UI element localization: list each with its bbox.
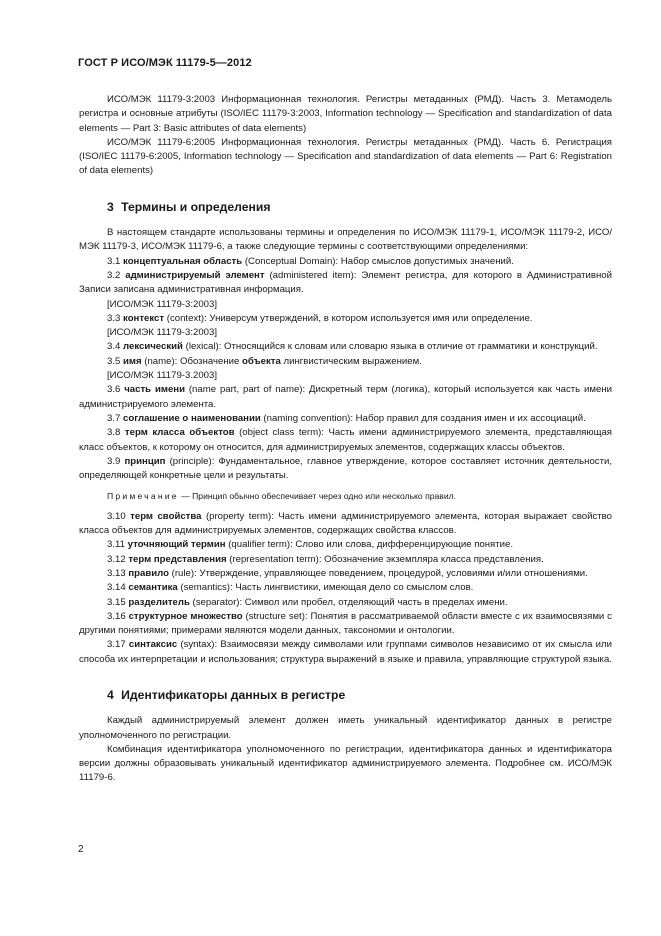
term-name: контекст — [123, 312, 165, 324]
term-definition — [79, 355, 612, 369]
term-number: 3.16 — [107, 610, 126, 622]
term-name: синтаксис — [128, 639, 178, 651]
term-text: (object class term): Часть имени администрируемого элемента, представляющая класс объектов, к которому он относится, для администрируемых элементов, содержащих классы объектов. — [79, 427, 612, 453]
term-text: (qualifier term): Слово или слова, дифференцирующие понятие. — [225, 539, 513, 551]
term-number: 3.5 — [107, 355, 121, 367]
term-reference: [ИСО/МЭК 11179-3:2003] — [107, 327, 218, 339]
section-title: Идентификаторы данных в регистре — [121, 687, 346, 702]
running-header: ГОСТ Р ИСО/МЭК 11179-5—2012 — [78, 57, 252, 69]
term-name: лексический — [123, 341, 183, 353]
normative-ref: ИСО/МЭК 11179-6:2005 Информационная технология. Регистры метаданных (РМД). Часть 6. Регистрация (ISO/IEC 11179-6:2005, Information technology — Specification and standardization of data elements — Part 6: Registration of data elements) — [79, 136, 612, 177]
term-text: (naming convention): Набор правил для создания имен и их ассоциаций. — [260, 412, 586, 424]
term-text: (administered item): Элемент регистра, для которого в Административной Записи записана административная информация. — [79, 269, 612, 296]
term-name: имя — [123, 355, 142, 367]
term-text: (name part, part of name): Дискретный терм (логика), который используется как часть имени администрируемого элемента. — [79, 384, 613, 410]
page-number: 2 — [78, 844, 84, 855]
term-definition — [79, 269, 612, 298]
section-3-heading — [107, 200, 612, 214]
term-name: часть имени — [124, 384, 185, 396]
term-number: 3.3 — [107, 312, 121, 324]
term-name: семантика — [128, 582, 178, 594]
term-name: структурное множество — [128, 610, 243, 622]
term-number: 3.4 — [107, 341, 121, 353]
note-text: — Принцип обычно обеспечивает через одно или несколько правил. — [178, 491, 457, 502]
document-body — [79, 93, 612, 786]
term-text: (Conceptual Domain): Набор смыслов допустимых значений. — [242, 255, 514, 267]
term-number: 3.6 — [107, 384, 121, 396]
term-text: (syntax): Взаимосвязи между символами или группами символов независимо от их смысла или способа их интерпретации и использования; структура выражений в языке и правила, управляющие структурой языка. — [79, 639, 612, 665]
term-emphasis: объекта — [242, 355, 281, 367]
section-intro: В настоящем стандарте использованы термины и определения по ИСО/МЭК 11179-1, ИСО/МЭК 11179-2, ИСО/МЭК 11179-3, ИСО/МЭК 11179-6, а также следующие термины с соответствующими определениями: — [79, 227, 612, 253]
term-name: концептуальная область — [123, 255, 243, 267]
term-text: (semantics): Часть лингвистики, имеющая дело со смыслом слов. — [177, 582, 474, 594]
term-name: уточняющий термин — [127, 539, 226, 551]
term-definition — [79, 455, 612, 484]
term-definition — [79, 383, 612, 412]
term-text: лингвистическим выражением. — [280, 355, 422, 367]
term-definition — [79, 538, 612, 552]
term-definition — [79, 510, 612, 539]
term-text: (property term): Часть имени администрируемого элемента, которая выражает свойство класса объектов для администрируемых элементов, содержащих свойства классов. — [79, 510, 612, 537]
term-definition — [79, 638, 612, 667]
term-number: 3.8 — [107, 427, 121, 439]
term-name: принцип — [124, 455, 166, 467]
term-text: (representation term): Обозначение экземпляра класса представления. — [226, 553, 544, 565]
section-4-heading — [107, 688, 612, 702]
term-number: 3.11 — [107, 539, 125, 551]
paragraph: Комбинация идентификатора уполномоченного по регистрации, идентификатора данных и идентификатора версии должны образовывать уникальный идентификатор администрируемого элемента. Подробнее см. ИСО/МЭК 11179-6. — [79, 743, 612, 784]
normative-ref: ИСО/МЭК 11179-3:2003 Информационная технология. Регистры метаданных (РМД). Часть 3. Метамодель регистра и основные атрибуты (ISO/IEC 11179-3:2003, Information technology — Specification and standardization of data elements — Part 3: Basic attributes of data elements) — [79, 94, 612, 134]
term-text: (principle): Фундаментальное, главное утверждение, которое составляет источник деятельности, определяющей конкретные цели и результаты. — [79, 455, 612, 482]
section-title: Термины и определения — [121, 199, 271, 214]
term-number: 3.1 — [107, 255, 121, 267]
term-definition — [79, 553, 612, 567]
term-text: (lexical): Относящийся к словам или словарю языка в отличие от грамматики и конструкций. — [182, 341, 598, 353]
term-number: 3.17 — [107, 639, 126, 651]
term-number: 3.13 — [107, 567, 126, 579]
term-definition — [79, 426, 612, 455]
term-definition — [79, 340, 612, 354]
term-text: (rule): Утверждение, управляющее поведением, процедурой, условиями и/или отношениями. — [168, 567, 588, 579]
term-text: (separator): Символ или пробел, отделяющий часть в пределах имени. — [189, 596, 508, 608]
term-text: (structure set): Понятия в рассматриваемой области вместе с их взаимосвязями с другими понятиями; примерами являются модели данных, таксономии и онтологии. — [79, 610, 612, 637]
term-definition — [79, 596, 612, 610]
term-number: 3.7 — [107, 412, 121, 424]
paragraph: Каждый администрируемый элемент должен иметь уникальный идентификатор данных в регистре уполномоченного по регистрации. — [79, 715, 612, 741]
term-definition — [79, 567, 612, 581]
term-number: 3.10 — [107, 510, 126, 522]
term-name: правило — [128, 567, 169, 579]
section-number: 3 — [107, 199, 114, 214]
term-number: 3.15 — [107, 596, 126, 608]
term-definition — [79, 312, 612, 326]
term-number: 3.14 — [107, 582, 126, 594]
term-name: администрируемый элемент — [125, 269, 265, 281]
term-number: 3.2 — [107, 269, 121, 281]
term-reference: [ИСО/МЭК 11179-3.2003] — [107, 370, 218, 382]
term-text: (name): Обозначение — [141, 355, 242, 367]
term-name: терм свойства — [130, 510, 202, 522]
term-number: 3.9 — [107, 455, 121, 467]
term-name: разделитель — [128, 596, 190, 608]
note-label: Примечание — [107, 491, 179, 502]
terms-list — [79, 255, 612, 667]
term-name: терм класса объектов — [124, 427, 235, 439]
term-name: соглашение о наименовании — [123, 412, 261, 424]
term-definition — [79, 412, 612, 426]
term-definition — [79, 610, 612, 639]
term-definition — [79, 581, 612, 595]
term-name: терм представления — [128, 553, 227, 565]
section-number: 4 — [107, 687, 114, 702]
term-definition — [79, 255, 612, 269]
term-number: 3.12 — [107, 553, 126, 565]
term-reference: [ИСО/МЭК 11179-3:2003] — [107, 298, 218, 310]
term-text: (context): Универсум утверждений, в котором используется имя или определение. — [164, 312, 533, 324]
note — [79, 489, 612, 503]
